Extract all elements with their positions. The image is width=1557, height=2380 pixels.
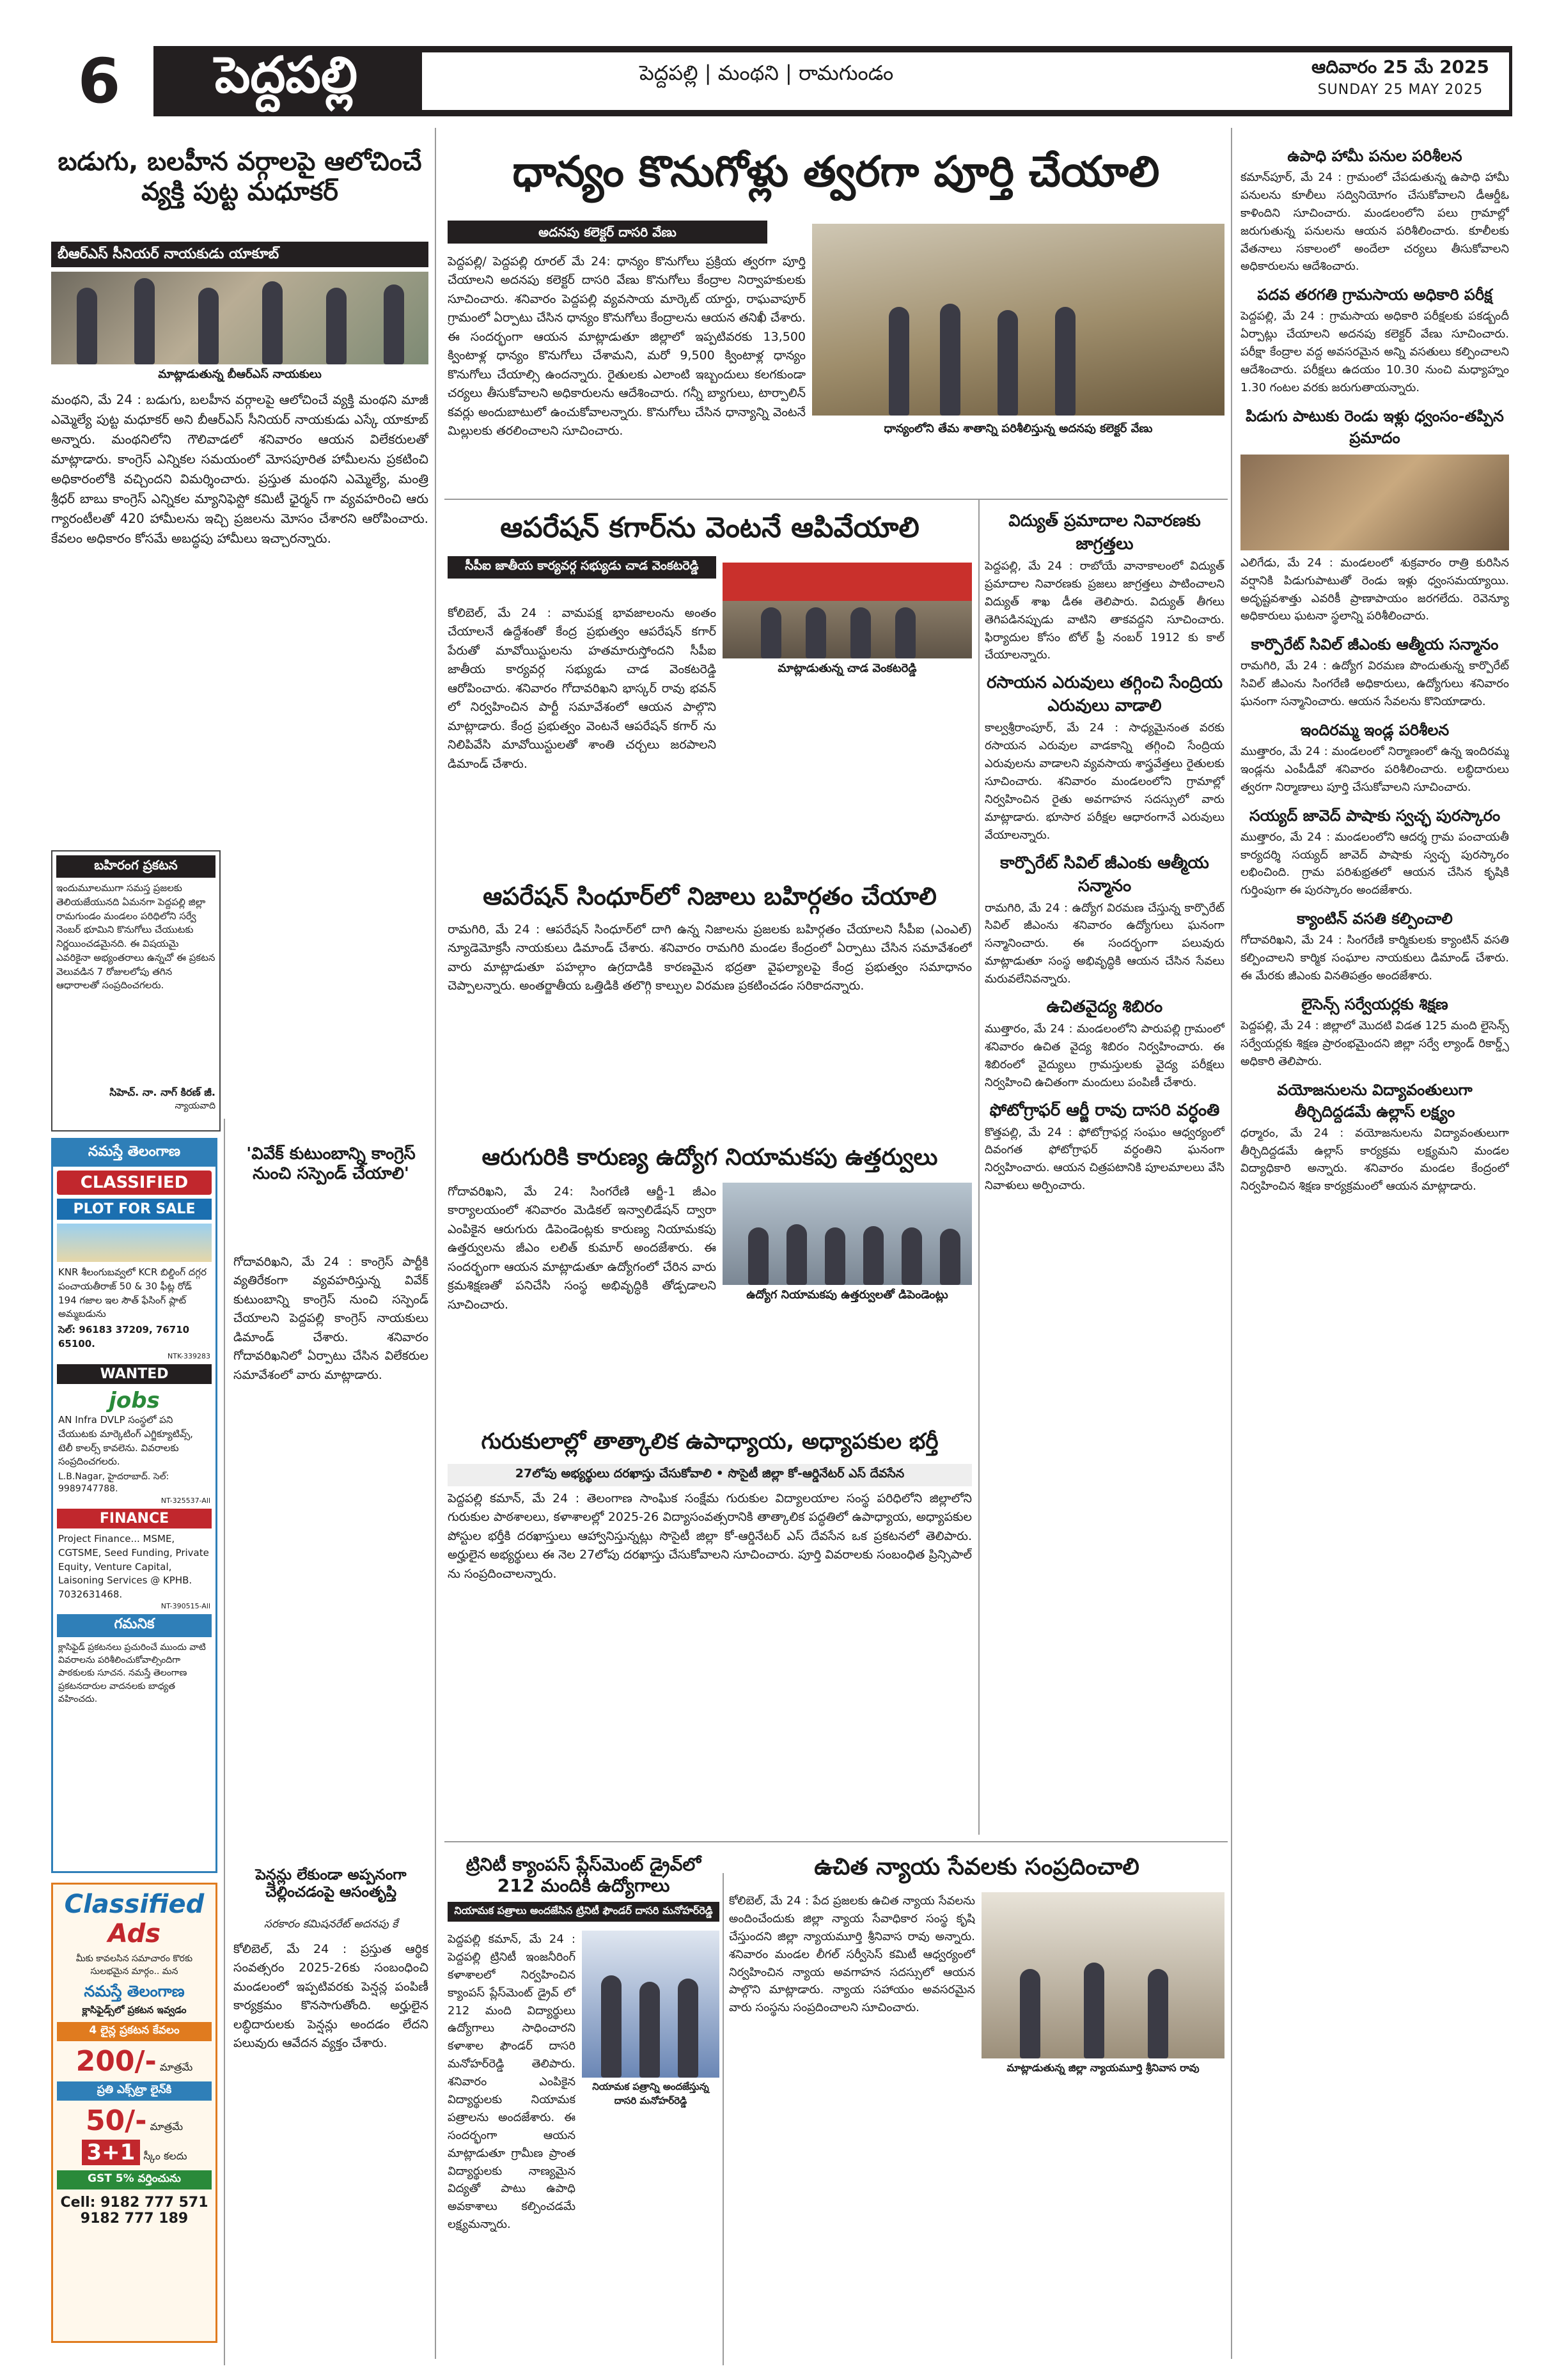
- page-number: 6: [45, 46, 153, 116]
- jobs-ad-code: NT-325537-All: [160, 1497, 210, 1505]
- brief-body: కాల్వశ్రీరాంపూర్, మే 24 : సాధ్యమైనంత వరకు రసాయన ఎరువుల వాడకాన్ని తగ్గించి సేంద్రియ ఎరువులను వాడాలని వ్యవసాయ శాస్త్రవేత్తలు రైతులకు సూచించారు. శనివారం మండలంలోని గ్రామాల్లో నిర్వహించిన రైతు అవగాహన సదస్సులో వారు మాట్లాడారు. భూసార పరీక్షల ఆధారంగానే ఎరువులు వేయాలన్నారు.: [985, 721, 1224, 842]
- brief: [1240, 286, 1509, 396]
- column-rule: [1231, 128, 1232, 2359]
- brief: [985, 853, 1224, 988]
- promo-offer-value: 3+1: [82, 2140, 141, 2165]
- lightning-photo: [1240, 455, 1509, 550]
- date-english: SUNDAY 25 MAY 2025: [1317, 82, 1483, 98]
- brief: [1240, 407, 1509, 626]
- left-kicker: బీఆర్ఎస్ సీనియర్ నాయకుడు యాకూబ్: [51, 242, 428, 267]
- brief-body: కమాన్‌పూర్, మే 24 : గ్రామంలో చేపడుతున్న ఉపాధి హామీ పనులను కూలీలు సద్వినియోగం చేసుకోవాలని డీఆర్డీఓ కాళిందిని సూచించారు. మండలంలోని పలు గ్రామాల్లో జరుగుతున్న పనులను ఆయన పరిశీలించారు. కూలీలకు వేతనాలు సకాలంలో అందేలా చర్యలు తీసుకోవాలని అధికారులను ఆదేశించారు.: [1240, 171, 1509, 274]
- col3-briefs: [985, 511, 1224, 1835]
- public-notice-body: ఇందుమూలముగా సమస్త ప్రజలకు తెలియజేయునది ఏమనగా పెద్దపల్లి జిల్లా రామగుండం మండలం పరిధిలోని సర్వే నెంబర్ భూమిని కొనుగోలు చేయుటకు నిర్ణయించడమైనది. ఈ విషయమై ఎవరికైనా అభ్యంతరాలు ఉన్నచో ఈ ప్రకటన వెలువడిన 7 రోజులలోపు తగిన ఆధారాలతో సంప్రదించగలరు.: [56, 882, 215, 992]
- brief: [1240, 635, 1509, 711]
- brief-body: గోదావరిఖని, మే 24 : సింగరేణి కార్మికులకు క్యాంటిన్ వసతి కల్పించాలని కార్మిక సంఘాల నాయకులు డిమాండ్ చేశారు. ఈ మేరకు జీఎంకు వినతిపత్రం అందజేశారు.: [1240, 933, 1509, 983]
- promo-offer-word: స్కీం కలదు: [143, 2149, 187, 2162]
- jobs-orders-article-body: గోదావరిఖని, మే 24: సింగరేణి ఆర్జీ-1 జీఎం కార్యాలయంలో శనివారం మెడికల్ ఇన్వాలిడేషన్ ద్వారా ఎంపికైన ఆరుగురు డిపెండెంట్లకు కారుణ్య నియామకపు ఉత్తర్వులను జీఎం లలిత్ కుమార్ అందజేశారు. ఈ సందర్భంగా ఆయన మాట్లాడుతూ ఉద్యోగంలో చేరిన వారు క్రమశిక్షణతో పనిచేసి సంస్థ అభివృద్ధికి తోడ్పడాలని సూచించారు.: [448, 1185, 716, 1312]
- brief-body: కొత్తపల్లి, మే 24 : ఫోటోగ్రాఫర్ల సంఘం ఆధ్వర్యంలో దివంగత ఫోటోగ్రాఫర్ వర్ధంతిని ఘనంగా నిర్వహించారు. ఆయన చిత్రపటానికి పూలమాలలు వేసి నివాళులు అర్పించారు.: [985, 1125, 1224, 1193]
- promo-price-200: [57, 2045, 212, 2078]
- promo-price-200-value: 200/-: [75, 2044, 157, 2078]
- brief-headline: ఉచితవైద్య శిబిరం: [1046, 997, 1163, 1017]
- left-photo-caption: మాట్లాడుతున్న బీఆర్ఎస్ నాయకులు: [158, 368, 322, 381]
- plot-ad-text: KNR శీలంగుబవ్వలో KCR బిల్డింగ్ దగ్గర పంచాయతీరాజ్ 50 & 30 ఫీట్ల రోడ్ 194 గజాల ఇల సౌత్ ఫేసింగ్ ప్లాట్ అమ్మబడును: [58, 1266, 207, 1320]
- brief: [1240, 807, 1509, 900]
- promo-4lines: 4 లైన్ల ప్రకటన కేవలం: [57, 2022, 212, 2041]
- jobs-orders-photo: [723, 1183, 972, 1285]
- promo-price-50-word: మాత్రమే: [150, 2120, 184, 2133]
- promo-price-50: [57, 2104, 212, 2137]
- brief: [1240, 721, 1509, 797]
- section-rule: [444, 1841, 1228, 1842]
- sindoor-article-body: రామగిరి, మే 24 : ఆపరేషన్ సింధూర్‌లో దాగి ఉన్న నిజాలను ప్రజలకు బహిర్గతం చేయాలని సీపీఐ (ఎంఎల్) న్యూడెమోక్రసీ నాయకులు డిమాండ్ చేశారు. శనివారం రామగిరి మండల కేంద్రంలో ఏర్పాటు చేసిన సమావేశంలో వారు మాట్లాడుతూ పహల్గాం ఉగ్రదాడికి కారణమైన భద్రతా వైఫల్యాలపై కేంద్ర ప్రభుత్వం సమాధానం చెప్పాలన్నారు. అంతర్జాతీయ ఒత్తిడికి తలొగ్గి కాల్పుల విరమణ ప్రకటించడం సరికాదన్నారు.: [448, 922, 972, 993]
- brief-body: రామగిరి, మే 24 : ఉద్యోగ విరమణ చేస్తున్న కార్పొరేట్ సివిల్ జీఎంను శనివారం ఉద్యోగులు ఘనంగా సన్మానించారు. ఈ సందర్భంగా పలువురు మాట్లాడుతూ సంస్థ అభివృద్ధికి ఆయన చేసిన సేవలు మరువలేనివన్నారు.: [985, 901, 1224, 986]
- jobs-ad-address: L.B.Nagar, హైదరాబాద్. సెల్: 9989747788.: [58, 1472, 169, 1494]
- pension-headline: పెన్షన్లు లేకుండా అప్పనంగా చెల్లించడంపై ఆసంతృప్తి: [255, 1867, 407, 1901]
- jobs-orders-photo-caption: ఉద్యోగ నియామకపు ఉత్తర్వులతో డిపెండెంట్లు: [746, 1288, 948, 1302]
- promo-cell: Cell: 9182 777 571: [60, 2194, 208, 2211]
- kagar-kicker: సీపీఐ జాతీయ కార్యవర్గ సభ్యుడు చాడ వెంకటరెడ్డి: [448, 556, 716, 579]
- classified-promo-panel: [51, 1883, 217, 2343]
- plot-image: [57, 1224, 212, 1262]
- section-rule: [444, 499, 1228, 500]
- region-list: పెద్దపల్లి | మంథని | రామగుండం: [639, 61, 894, 85]
- brief-headline: పిడుగు పాటుకు రెండు ఇళ్లు ధ్వంసం-తప్పిన ప్రమాదం: [1246, 407, 1504, 447]
- promo-extra-line: ప్రతి ఎక్స్‌ట్రా లైన్‌కి: [57, 2081, 212, 2101]
- trinity-photo: [582, 1931, 719, 2078]
- wanted-label: WANTED: [57, 1364, 212, 1384]
- brief-headline: ఫోటోగ్రాఫర్ ఆర్జీ రావు దాసరి వర్ధంతి: [989, 1100, 1220, 1120]
- main-article-body: పెద్దపల్లి/ పెద్దపల్లి రూరల్ మే 24: ధాన్యం కొనుగోలు ప్రక్రియ త్వరగా పూర్తి చేయాలని అదనపు కలెక్టర్ దాసరి వేణు కొనుగోలు కేంద్రాల నిర్వాహకులకు సూచించారు. శనివారం పెద్దపల్లి వ్యవసాయ మార్కెట్ యార్డు, రాఘవాపూర్ గ్రామంలో ఏర్పాటు చేసిన ధాన్యం కొనుగోలు కేంద్రాలను ఆయన తనిఖీ చేశారు. ఈ సందర్భంగా ఆయన మాట్లాడుతూ జిల్లాలో ఇప్పటివరకు 13,500 క్వింటాళ్ల ధాన్యం కొనుగోలు చేశామని, మరో 9,500 క్వింటాళ్ల ధాన్యం కొనుగోలు చేయాల్సి ఉందన్నారు. రైతులకు ఎలాంటి ఇబ్బందులు కలగకుండా చర్యలు తీసుకోవాలని అధికారులను ఆదేశించారు. గన్నీ బ్యాగులు, టార్పాలిన్ కవర్లు అందుబాటులో ఉంచుకోవాలన్నారు. కొనుగోలు చేసిన ధాన్యాన్ని వెంటనే మిల్లులకు తరలించాలని సూచించారు.: [448, 254, 806, 438]
- brief-body: ఎలిగేడు, మే 24 : మండలంలో శుక్రవారం రాత్రి కురిసిన వర్షానికి పిడుగుపాటుతో రెండు ఇళ్లు ధ్వంసమయ్యాయి. అదృష్టవశాత్తు ఎవరికీ ప్రాణాపాయం జరగలేదు. రెవెన్యూ అధికారులు ఘటనా స్థలాన్ని పరిశీలించారు.: [1240, 556, 1509, 623]
- trinity-kicker: నియామక పత్రాలు అందజేసిన ట్రినిటీ ఫౌండర్ దాసరి మనోహర్‌రెడ్డి: [448, 1902, 719, 1922]
- vivek-headline: 'వివేక్ కుటుంబాన్ని కాంగ్రెస్ నుంచి సస్పెండ్ చేయాలి': [246, 1144, 416, 1183]
- finance-label: FINANCE: [57, 1509, 212, 1528]
- brief-headline: విద్యుత్ ప్రమాదాల నివారణకు జాగ్రత్తలు: [1008, 511, 1201, 554]
- brief-headline: రసాయన ఎరువులు తగ్గించి సేంద్రియ ఎరువులు వాడాలి: [986, 673, 1223, 716]
- brief-headline: సయ్యద్ జావెద్ పాషాకు స్వచ్ఛ పురస్కారం: [1249, 806, 1501, 825]
- notice-text: క్లాసిఫైడ్ ప్రకటనలు ప్రచురించే ముందు వాటి వివరాలను పరిశీలించుకోవాల్సిందిగా పాఠకులకు సూచన. నమస్తే తెలంగాణ ప్రకటనదారుల వాదనలకు బాధ్యత వహించదు.: [58, 1642, 206, 1704]
- brief-headline: కార్పొరేట్ సివిల్ జీఎంకు ఆత్మీయ సన్మానం: [1000, 853, 1209, 896]
- main-kicker: అదనపు కలెక్టర్ దాసరి వేణు: [448, 221, 767, 244]
- pension-article-body: కోలిబెల్, మే 24 : ప్రస్తుత ఆర్థిక సంవత్సరం 2025-26కు సంబంధించి మండలంలో ఇప్పటివరకు పెన్షన్ల పంపిణీ కార్యక్రమం కొనసాగుతోంది. అర్హులైన లబ్ధిదారులకు పెన్షన్లు అందడం లేదని పలువురు ఆవేదన వ్యక్తం చేశారు.: [233, 1942, 428, 2051]
- brief-body: రామగిరి, మే 24 : ఉద్యోగ విరమణ పొందుతున్న కార్పొరేట్ సివిల్ జీఎంను సింగరేణి అధికారులు, ఉద్యోగులు శనివారం ఘనంగా సన్మానించారు. ఆయన సేవలను కొనియాడారు.: [1240, 659, 1509, 709]
- gurukul-article-body: పెద్దపల్లి కమాన్, మే 24 : తెలంగాణ సాంఘిక సంక్షేమ గురుకుల విద్యాలయాల సంస్థ పరిధిలోని జిల్లాలోని గురుకుల పాఠశాలలు, కళాశాలల్లో 2025-26 విద్యాసంవత్సరానికి తాత్కాలిక పద్ధతిలో ఉపాధ్యాయ, అధ్యాపకుల పోస్టుల భర్తీకి దరఖాస్తులు ఆహ్వానిస్తున్నట్లు సొసైటీ జిల్లా కో-ఆర్డినేటర్ ఎస్ దేవసేన ఒక ప్రకటనలో తెలిపారు. అర్హులైన అభ్యర్థులు ఈ నెల 27లోపు దరఖాస్తు చేసుకోవాలని సూచించారు. పూర్తి వివరాలకు సంబంధిత ప్రిన్సిపాల్ ను సంప్రదించాలన్నారు.: [448, 1491, 972, 1581]
- brief: [985, 511, 1224, 664]
- classified-banner: CLASSIFIED: [57, 1171, 212, 1195]
- brief-body: పెద్దపల్లి, మే 24 : జిల్లాలో మొదటి విడత 125 మంది లైసెన్స్ సర్వేయర్లకు శిక్షణ ప్రారంభమైందని జిల్లా సర్వే ల్యాండ్ రికార్డ్స్ అధికారి తెలిపారు.: [1240, 1018, 1509, 1068]
- public-notice-signature: సిహెచ్. నా. నాగ్ కిరణ్ జీ.: [109, 1086, 215, 1098]
- left-article-body: మంథని, మే 24 : బడుగు, బలహీన వర్గాలపై ఆలోచించే వ్యక్తి మంథని మాజీ ఎమ్మెల్యే పుట్ట మధూకర్ అని బీఆర్ఎస్ సీనియర్ నాయకుడు ఎస్కే యాకూబ్ అన్నారు. మంథనిలోని గౌలివాడలో శనివారం ఆయన విలేకరులతో మాట్లాడారు. కాంగ్రెస్ ఎన్నికల సమయంలో మోసపూరిత హామీలను ప్రకటించి అధికారంలోకి వచ్చిందని విమర్శించారు. ప్రస్తుత మంథని ఎమ్మెల్యే, మంత్రి శ్రీధర్ బాబు కాంగ్రెస్ ఎన్నికల మ్యానిఫెస్టో కమిటీ ఛైర్మన్ గా వ్యవహరించి ఆరు గ్యారంటీలతో 420 హామీలను ఇచ్చి ప్రజలను మోసం చేశారని ఆరోపించారు. కేవలం అధికారం కోసమే అబద్ధపు హామీలు ఇచ్చారన్నారు.: [51, 392, 428, 546]
- promo-price-200-word: మాత్రమే: [159, 2060, 193, 2073]
- jobs-orders-headline: ఆరుగురికి కారుణ్య ఉద్యోగ నియామకపు ఉత్తర్వులు: [481, 1144, 938, 1171]
- public-notice-box: [51, 850, 221, 1132]
- plot-ad-code: NTK-339283: [168, 1352, 210, 1360]
- main-headline: ధాన్యం కొనుగోళ్లు త్వరగా పూర్తి చేయాలి: [512, 147, 1160, 196]
- left-photo: [51, 272, 428, 364]
- main-photo: [812, 224, 1224, 416]
- kagar-photo-caption: మాట్లాడుతున్న చాడ వెంకటరెడ్డి: [778, 662, 917, 675]
- brief-headline: కార్పొరేట్ సివిల్ జీఎంకు ఆత్మీయ సన్మానం: [1251, 635, 1499, 654]
- brief: [1240, 995, 1509, 1071]
- kagar-headline: ఆపరేషన్ కగార్‌ను వెంటనే ఆపివేయాలి: [500, 511, 919, 544]
- main-photo-caption: ధాన్యంలోని తేమ శాతాన్ని పరిశీలిస్తున్న అదనపు కలెక్టర్ వేణు: [884, 422, 1153, 435]
- brief: [1240, 147, 1509, 276]
- finance-ad-text: Project Finance... MSME, CGTSME, Seed Funding, Private Equity, Venture Capital, Laisoning Services @ KPHB. 7032631468.: [58, 1533, 209, 1600]
- brief-headline: ఉపాధి హామీ పనుల పరిశీలన: [1287, 147, 1462, 165]
- brief-body: ముత్తారం, మే 24 : మండలంలోని ఆదర్శ గ్రామ పంచాయతీ కార్యదర్శి సయ్యద్ జావెద్ పాషాకు స్వచ్ఛ పురస్కారం లభించింది. గ్రామ పరిశుభ్రతలో ఆయన చేసిన కృషికి గుర్తింపుగా ఈ పురస్కారం అందజేశారు.: [1240, 830, 1509, 898]
- promo-tagline: మీకు కావలసిన సమాచారం కొరకు సులభమైన మార్గం.. మన: [75, 1954, 193, 1977]
- pension-kicker: సరకారం కమిషనరేట్ అదనపు కే: [263, 1918, 398, 1931]
- promo-gst: GST 5% వర్తించును: [57, 2170, 212, 2189]
- brief-body: పెద్దపల్లి, మే 24 : రాబోయే వానాకాలంలో విద్యుత్ ప్రమాదాల నివారణకు ప్రజలు జాగ్రత్తలు పాటించాలని విద్యుత్ శాఖ డీఈ తెలిపారు. విద్యుత్ తీగలు తెగిపడినప్పుడు వాటిని తాకవద్దని సూచించారు. ఫిర్యాదుల కోసం టోల్ ఫ్రీ నంబర్ 1912 కు కాల్ చేయాలన్నారు.: [985, 559, 1224, 662]
- legal-headline: ఉచిత న్యాయ సేవలకు సంప్రదించాలి: [814, 1854, 1139, 1880]
- brief: [985, 673, 1224, 844]
- gurukul-kicker: 27లోపు అభ్యర్థులు దరఖాస్తు చేసుకోవాలి • సొసైటీ జిల్లా కో-ఆర్డినేటర్ ఎస్ దేవసేన: [448, 1464, 972, 1486]
- column-rule: [435, 128, 436, 2359]
- plot-ad-cell: సెల్: 96183 37209, 76710 65100.: [58, 1324, 190, 1349]
- finance-ad-code: NT-390515-All: [160, 1601, 210, 1610]
- legal-photo-caption: మాట్లాడుతున్న జిల్లా న్యాయమూర్తి శ్రీనివాస రావు: [1006, 2062, 1200, 2074]
- brief: [985, 997, 1224, 1092]
- trinity-photo-caption: నియామక పత్రాన్ని అందజేస్తున్న దాసరి మనోహర్‌రెడ్డి: [592, 2081, 709, 2106]
- column-rule: [723, 1873, 724, 2365]
- column-rule: [978, 499, 980, 1835]
- brief-headline: లైసెన్స్ సర్వేయర్లకు శిక్షణ: [1301, 995, 1448, 1013]
- legal-article-body: కోలిబెల్, మే 24 : పేద ప్రజలకు ఉచిత న్యాయ సేవలను అందించేందుకు జిల్లా న్యాయ సేవాధికార సంస్థ కృషి చేస్తుందని జిల్లా న్యాయమూర్తి శ్రీనివాస రావు అన్నారు. శనివారం మండల లీగల్ సర్వీసెస్ కమిటీ ఆధ్వర్యంలో నిర్వహించిన న్యాయ అవగాహన సదస్సులో ఆయన పాల్గొని మాట్లాడారు. న్యాయ సహాయం అవసరమైన వారు సంస్థను సంప్రదించాలని సూచించారు.: [729, 1894, 975, 2015]
- sindoor-headline: ఆపరేషన్ సింధూర్‌లో నిజాలు బహిర్గతం చేయాలి: [483, 882, 937, 910]
- promo-brand: నమస్తే తెలంగాణ: [84, 1982, 185, 2000]
- gurukul-headline: గురుకులాల్లో తాత్కాలిక ఉపాధ్యాయ, అధ్యాపకుల భర్తీ: [481, 1429, 939, 1454]
- section-title: పెద్దపల్లి: [214, 46, 358, 104]
- vivek-article-body: గోదావరిఖని, మే 24 : కాంగ్రెస్ పార్టీకి వ్యతిరేకంగా వ్యవహరిస్తున్న వివేక్ కుటుంబాన్ని కాంగ్రెస్ నుంచి సస్పెండ్ చేయాలని పెద్దపల్లి కాంగ్రెస్ నాయకులు డిమాండ్ చేశారు. శనివారం గోదావరిఖనిలో ఏర్పాటు చేసిన విలేకరుల సమావేశంలో వారు మాట్లాడారు.: [233, 1255, 428, 1382]
- trinity-headline: ట్రినిటీ క్యాంపస్ ప్లేస్‌మెంట్ డ్రైవ్‌లో 212 మందికి ఉద్యోగాలు: [466, 1854, 701, 1897]
- promo-price-50-value: 50/-: [85, 2104, 147, 2137]
- kagar-article-body: కోలిబెల్, మే 24 : వామపక్ష భావజాలంను అంతం చేయాలనే ఉద్దేశంతో కేంద్ర ప్రభుత్వం ఆపరేషన్ కగార్ పేరుతో మావోయిస్టులను హతమారుస్తోందని సీపీఐ జాతీయ కార్యవర్గ సభ్యుడు చాడ వెంకటరెడ్డి ఆరోపించారు. శనివారం గోదావరిఖని భాస్కర్ రావు భవన్ లో నిర్వహించిన పార్టీ సమావేశంలో ఆయన పాల్గొని మాట్లాడారు. కేంద్ర ప్రభుత్వం వెంటనే ఆపరేషన్ కగార్ ను నిలిపివేసి మావోయిస్టులతో శాంతి చర్చలు జరపాలని డిమాండ్ చేశారు.: [448, 606, 716, 771]
- masthead-date: [1298, 56, 1503, 98]
- col4-briefs: [1240, 147, 1509, 2359]
- notice-label: గమనిక: [57, 1614, 212, 1637]
- brief-headline: పదవ తరగతి గ్రామసాయ అధికారి పరీక్ష: [1257, 286, 1492, 304]
- brief-body: ధర్మారం, మే 24 : వయోజనులను విద్యావంతులుగా తీర్చిదిద్దడమే ఉల్లాస్ కార్యక్రమ లక్ష్యమని మండల విద్యాధికారి అన్నారు. శనివారం మండల కేంద్రంలో నిర్వహించిన శిక్షణ కార్యక్రమంలో ఆయన మాట్లాడారు.: [1240, 1126, 1509, 1194]
- brief-body: పెద్దపల్లి, మే 24 : గ్రామసాయ అధికారి పరీక్షలకు పకడ్బందీ ఏర్పాట్లు చేయాలని అదనపు కలెక్టర్ వేణు సూచించారు. పరీక్షా కేంద్రాల వద్ద అవసరమైన అన్ని వసతులు కల్పించాలని ఆదేశించారు. పరీక్షలు ఉదయం 10.30 నుంచి మధ్యాహ్నం 1.30 గంటల వరకు జరుగుతాయన్నారు.: [1240, 309, 1509, 394]
- promo-offer: [57, 2140, 212, 2165]
- promo-cell-2: 9182 777 189: [80, 2210, 189, 2227]
- left-headline: బడుగు, బలహీన వర్గాలపై ఆలోచించే వ్యక్తి పుట్ట మధూకర్: [58, 147, 422, 207]
- brief-headline: క్యాంటిన్ వసతి కల్పించాలి: [1297, 910, 1453, 928]
- public-notice-role: న్యాయవాది: [175, 1101, 215, 1111]
- brief-headline: ఇందిరమ్మ ఇండ్ల పరిశీలన: [1300, 721, 1450, 740]
- legal-photo: [982, 1892, 1224, 2058]
- brief-headline: వయోజనులను విద్యావంతులుగా తీర్చిదిద్దడమే ఉల్లాస్ లక్ష్యం: [1277, 1080, 1473, 1121]
- promo-sub: క్లాసిఫైడ్స్‌లో ప్రకటన ఇవ్వడం: [82, 2003, 187, 2016]
- promo-title-1: Classified: [64, 1890, 205, 1919]
- column-rule: [224, 1119, 225, 2365]
- brief: [985, 1101, 1224, 1195]
- plot-for-sale-label: PLOT FOR SALE: [57, 1199, 212, 1220]
- kagar-photo: [723, 563, 972, 658]
- brief-body: ముత్తారం, మే 24 : మండలంలోని పారుపల్లి గ్రామంలో శనివారం ఉచిత వైద్య శిబిరం నిర్వహించారు. ఈ శిబిరంలో వైద్యులు గ్రామస్తులకు వైద్య పరీక్షలు నిర్వహించి ఉచితంగా మందులు పంపిణీ చేశారు.: [985, 1022, 1224, 1089]
- brief: [1240, 1081, 1509, 1196]
- jobs-ad-text: AN Infra DVLP సంస్థలో పని చేయుటకు మార్కెటింగ్ ఎగ్జిక్యూటివ్స్, టెలీ కాలర్స్ కావలెను. వివరాలకు సంప్రదించగలరు.: [58, 1414, 193, 1468]
- brief: [1240, 910, 1509, 985]
- date-telugu: ఆదివారం 25 మే 2025: [1311, 56, 1490, 77]
- ntk-brand: నమస్తే తెలంగాణ: [53, 1140, 215, 1167]
- trinity-article-body: పెద్దపల్లి కమాన్, మే 24 : పెద్దపల్లి ట్రినిటీ ఇంజనీరింగ్ కళాశాలలో నిర్వహించిన క్యాంపస్ ప్లేస్‌మెంట్ డ్రైవ్ లో 212 మంది విద్యార్థులు ఉద్యోగాలు సాధించారని కళాశాల ఫౌండర్ దాసరి మనోహర్‌రెడ్డి తెలిపారు. శనివారం ఎంపికైన విద్యార్థులకు నియామక పత్రాలను అందజేశారు. ఈ సందర్భంగా ఆయన మాట్లాడుతూ గ్రామీణ ప్రాంత విద్యార్థులకు నాణ్యమైన విద్యతో పాటు ఉపాధి అవకాశాలు కల్పించడమే లక్ష్యమన్నారు.: [448, 1933, 575, 2232]
- brief-body: ముత్తారం, మే 24 : మండలంలో నిర్మాణంలో ఉన్న ఇందిరమ్మ ఇండ్లను ఎంపీడీవో శనివారం పరిశీలించారు. లబ్ధిదారులు త్వరగా నిర్మాణాలు పూర్తి చేసుకోవాలని సూచించారు.: [1240, 745, 1509, 794]
- promo-title-2: Ads: [107, 1919, 161, 1948]
- public-notice-title: బహిరంగ ప్రకటన: [56, 855, 215, 878]
- jobs-logo: jobs: [109, 1388, 160, 1413]
- classified-ads-panel: [51, 1138, 217, 1873]
